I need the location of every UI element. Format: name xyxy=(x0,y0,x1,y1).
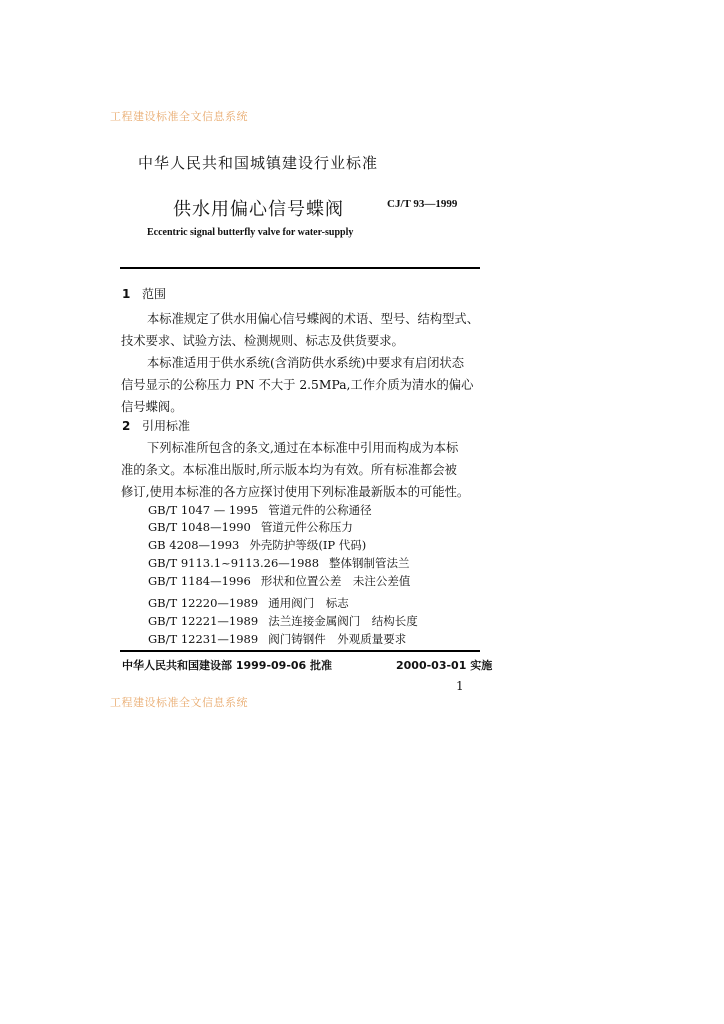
section-2-heading xyxy=(122,417,190,434)
english-title: Eccentric signal butterfly valve for water-supply xyxy=(147,227,354,238)
section-2-paragraph xyxy=(121,437,493,503)
reference-item: GB/T 1047 — 1995 管道元件的公称通径 xyxy=(148,503,372,517)
reference-item: GB/T 9113.1~9113.26—1988 整体钢制管法兰 xyxy=(148,556,410,570)
approval-date: 中华人民共和国建设部 1999-09-06 批准 xyxy=(122,659,333,672)
reference-item: GB/T 12221—1989 法兰连接金属阀门 结构长度 xyxy=(148,614,418,628)
section-1-p1-line-2: 技术要求、试验方法、检测规则、标志及供货要求。 xyxy=(121,334,404,348)
section-1-p2-line-3: 信号蝶阀。 xyxy=(121,400,183,414)
section-1-heading xyxy=(122,285,166,302)
section-2-line-2: 准的条文。本标准出版时,所示版本均为有效。所有标准都会被 xyxy=(121,463,457,477)
reference-item: GB/T 12231—1989 阀门铸钢件 外观质量要求 xyxy=(148,632,407,646)
section-1-title: 范围 xyxy=(142,287,167,301)
watermark-top: 工程建设标准全文信息系统 xyxy=(110,110,248,123)
section-2-title: 引用标准 xyxy=(142,419,191,433)
watermark-bottom: 工程建设标准全文信息系统 xyxy=(110,696,248,709)
section-1-number: 1 xyxy=(122,287,131,301)
page-number: 1 xyxy=(456,679,464,693)
footer-rule xyxy=(120,650,480,652)
header-rule xyxy=(120,267,480,269)
reference-item: GB 4208—1993 外壳防护等级(IP 代码) xyxy=(148,538,367,552)
reference-item: GB/T 1184—1996 形状和位置公差 未注公差值 xyxy=(148,574,411,588)
section-1-p2-line-1: 本标准适用于供水系统(含消防供水系统)中要求有启闭状态 xyxy=(147,356,465,370)
section-2-line-3: 修订,使用本标准的各方应探讨使用下列标准最新版本的可能性。 xyxy=(121,485,470,499)
reference-item: GB/T 12220—1989 通用阀门 标志 xyxy=(148,596,349,610)
section-2-line-1: 下列标准所包含的条文,通过在本标准中引用而构成为本标 xyxy=(147,441,459,455)
section-2-number: 2 xyxy=(122,419,131,433)
standard-code: CJ/T 93—1999 xyxy=(387,198,458,210)
organization-heading: 中华人民共和国城镇建设行业标准 xyxy=(138,154,379,172)
section-1-p2-line-2: 信号显示的公称压力 PN 不大于 2.5MPa,工作介质为清水的偏心 xyxy=(121,378,474,392)
implementation-date: 2000-03-01 实施 xyxy=(396,659,493,672)
section-1-paragraph-1 xyxy=(121,308,485,418)
document-title: 供水用偏心信号蝶阀 xyxy=(173,199,344,220)
reference-item: GB/T 1048—1990 管道元件公称压力 xyxy=(148,520,353,534)
section-1-p1-line-1: 本标准规定了供水用偏心信号蝶阀的术语、型号、结构型式、 xyxy=(147,312,480,326)
